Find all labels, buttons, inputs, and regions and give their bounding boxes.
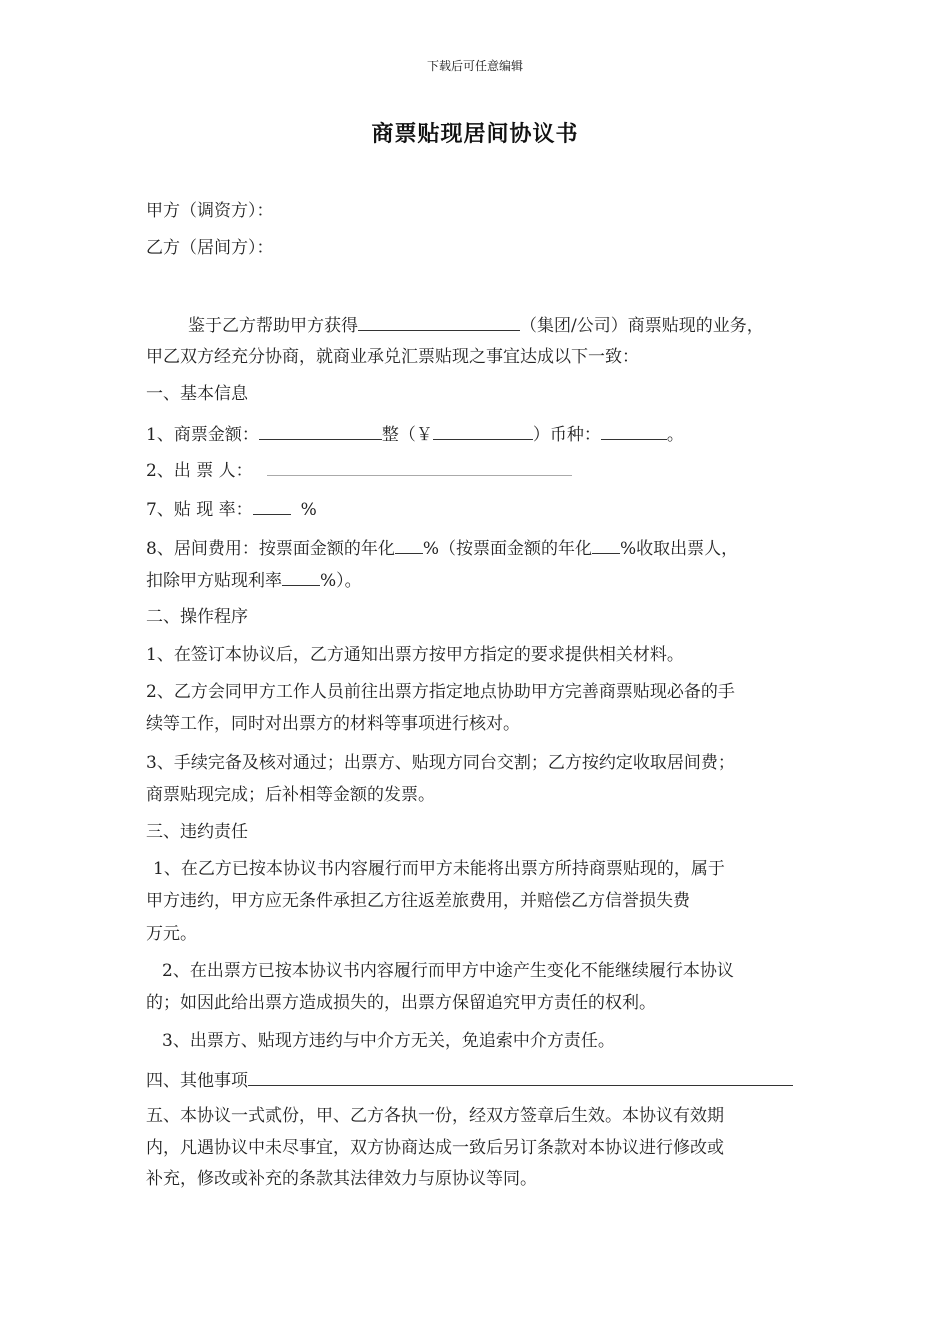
rate-blank	[253, 497, 291, 515]
fee-text-e: %）。	[320, 571, 362, 591]
rate-percent: %	[300, 500, 317, 520]
section2-item3-l2: 商票贴现完成；后补相等金额的发票。	[146, 785, 435, 805]
amount-unit-text: 整（￥	[381, 425, 433, 445]
section2-item3-l1: 3、手续完备及核对通过；出票方、贴现方同台交割；乙方按约定收取居间费；	[146, 753, 735, 773]
amount-label: 1、商票金额：	[146, 425, 259, 445]
fee-blank-2	[592, 536, 620, 554]
fee-text-b: %（按票面金额的年化	[422, 539, 592, 559]
fee-text-d: 扣除甲方贴现利率	[146, 571, 282, 591]
section5-l2: 内，凡遇协议中未尽事宜，双方协商达成一致后另订条款对本协议进行修改或	[146, 1138, 724, 1158]
header-note: 下载后可任意编辑	[426, 59, 523, 73]
fee-text-a: 8、居间费用：按票面金额的年化	[146, 539, 395, 559]
drawer-line	[146, 460, 572, 482]
fee-line-2	[146, 568, 362, 592]
section3-item1-l1: 1、在乙方已按本协议书内容履行而甲方未能将出票方所持商票贴现的，属于	[153, 859, 725, 879]
currency-label: ）币种：	[532, 425, 601, 445]
party-a-line: 甲方（调资方）：	[146, 201, 274, 221]
section5-l1: 五、本协议一式贰份，甲、乙方各执一份，经双方签章后生效。本协议有效期	[146, 1106, 724, 1126]
currency-blank	[601, 422, 667, 440]
fee-blank-3	[282, 568, 320, 586]
intro-text-b: （集团/公司）商票贴现的业务，	[520, 316, 764, 336]
section3-item1-l2: 甲方违约，甲方应无条件承担乙方往返差旅费用，并赔偿乙方信誉损失费	[146, 891, 690, 911]
section2-heading: 二、操作程序	[146, 607, 248, 627]
section2-item2-l1: 2、乙方会同甲方工作人员前往出票方指定地点协助甲方完善商票贴现必备的手	[146, 682, 735, 702]
intro-line-1	[188, 313, 764, 337]
rate-label: 7、贴 现 率：	[146, 500, 253, 520]
document-title: 商票贴现居间协议书	[371, 122, 579, 147]
amount-line	[146, 422, 684, 446]
intro-line-2: 甲乙双方经充分协商，就商业承兑汇票贴现之事宜达成以下一致：	[146, 347, 639, 367]
fee-blank-1	[395, 536, 423, 554]
drawer-blank	[267, 461, 572, 476]
section2-item1: 1、在签订本协议后，乙方通知出票方按甲方指定的要求提供相关材料。	[146, 645, 684, 665]
party-b-line: 乙方（居间方）：	[146, 238, 274, 258]
section3-item3: 3、出票方、贴现方违约与中介方无关，免追索中介方责任。	[162, 1031, 615, 1051]
section3-item2-l1: 2、在出票方已按本协议书内容履行而甲方中途产生变化不能继续履行本协议	[162, 961, 734, 981]
amount-number-blank	[433, 422, 533, 440]
drawer-label: 2、出 票 人：	[146, 461, 253, 481]
amount-end: 。	[666, 425, 684, 445]
section4-line	[146, 1068, 793, 1092]
section1-heading: 一、基本信息	[146, 384, 248, 404]
section5-l3: 补充，修改或补充的条款其法律效力与原协议等同。	[146, 1169, 537, 1189]
section3-heading: 三、违约责任	[146, 822, 248, 842]
amount-blank	[259, 422, 382, 440]
intro-text-a: 鉴于乙方帮助甲方获得	[188, 316, 358, 336]
section3-item1-l3: 万元。	[146, 924, 197, 944]
other-matters-blank	[248, 1068, 793, 1086]
fee-line-1	[146, 536, 738, 560]
section3-item2-l2: 的；如因此给出票方造成损失的，出票方保留追究甲方责任的权利。	[146, 993, 656, 1013]
section2-item2-l2: 续等工作，同时对出票方的材料等事项进行核对。	[146, 714, 520, 734]
fee-text-c: %收取出票人，	[619, 539, 739, 559]
company-blank	[358, 313, 520, 331]
section4-heading: 四、其他事项	[146, 1071, 248, 1091]
rate-line	[146, 497, 317, 521]
